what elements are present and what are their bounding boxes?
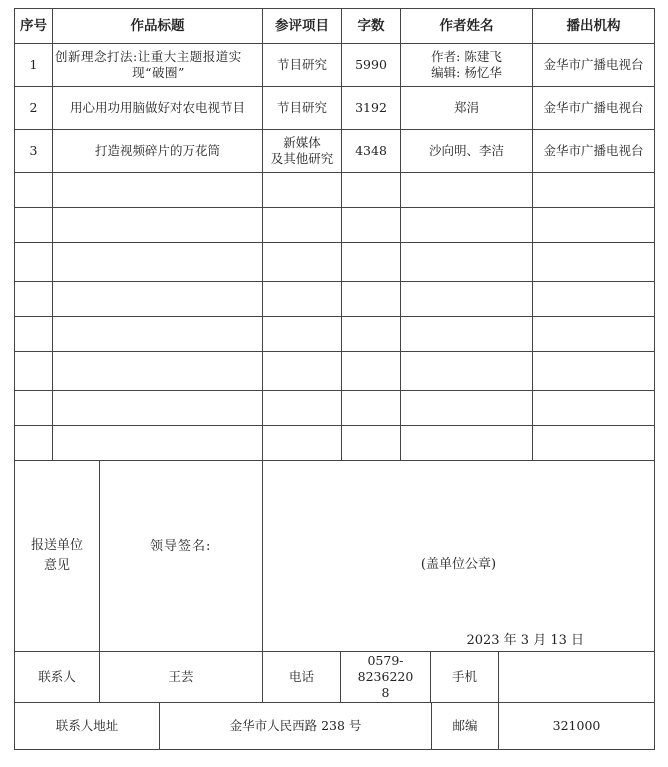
empty-cell[interactable] <box>53 391 263 426</box>
empty-cell[interactable] <box>53 352 263 391</box>
empty-cell[interactable] <box>401 208 533 243</box>
empty-cell[interactable] <box>342 208 401 243</box>
broadcast-org: 金华市广播电视台 <box>533 87 655 130</box>
empty-cell[interactable] <box>533 391 655 426</box>
empty-cell[interactable] <box>15 282 53 317</box>
empty-cell[interactable] <box>342 391 401 426</box>
header-no: 序号 <box>15 9 53 44</box>
empty-row <box>15 391 655 426</box>
empty-cell[interactable] <box>53 317 263 352</box>
empty-cell[interactable] <box>53 243 263 282</box>
row-number: 2 <box>15 87 53 130</box>
work-title: 打造视频碎片的万花筒 <box>53 130 263 173</box>
opinion-table <box>14 460 655 652</box>
phone-line: 0579-8236220 <box>357 653 414 684</box>
seal-area <box>263 461 655 652</box>
empty-row <box>15 282 655 317</box>
work-title-line: 现“破圈” <box>132 65 185 80</box>
mobile-value[interactable] <box>499 652 655 703</box>
opinion-label-line: 报送单位 <box>30 538 83 553</box>
word-count: 5990 <box>342 44 401 87</box>
mobile-label: 手机 <box>431 652 499 703</box>
empty-cell[interactable] <box>401 391 533 426</box>
phone-line: 8 <box>381 685 390 700</box>
empty-row <box>15 317 655 352</box>
empty-cell[interactable] <box>15 317 53 352</box>
author: 沙向明、李洁 <box>401 130 533 173</box>
empty-cell[interactable] <box>342 426 401 461</box>
empty-cell[interactable] <box>533 352 655 391</box>
category <box>263 130 342 173</box>
empty-cell[interactable] <box>533 208 655 243</box>
opinion-label <box>15 461 100 652</box>
empty-cell[interactable] <box>401 317 533 352</box>
table-row <box>15 130 655 173</box>
empty-cell[interactable] <box>342 282 401 317</box>
empty-cell[interactable] <box>263 352 342 391</box>
empty-cell[interactable] <box>53 282 263 317</box>
category: 节目研究 <box>263 44 342 87</box>
empty-row <box>15 352 655 391</box>
header-words: 字数 <box>342 9 401 44</box>
empty-cell[interactable] <box>401 352 533 391</box>
empty-cell[interactable] <box>15 352 53 391</box>
empty-cell[interactable] <box>342 352 401 391</box>
work-title: 用心用功用脑做好对农电视节目 <box>53 87 263 130</box>
empty-cell[interactable] <box>263 173 342 208</box>
empty-cell[interactable] <box>263 317 342 352</box>
broadcast-org: 金华市广播电视台 <box>533 130 655 173</box>
empty-cell[interactable] <box>15 391 53 426</box>
works-table <box>14 8 655 461</box>
application-form <box>14 8 654 750</box>
table-row <box>15 87 655 130</box>
table-row <box>15 44 655 87</box>
empty-cell[interactable] <box>53 208 263 243</box>
empty-cell[interactable] <box>533 426 655 461</box>
empty-cell[interactable] <box>15 173 53 208</box>
author: 郑涓 <box>401 87 533 130</box>
empty-cell[interactable] <box>263 243 342 282</box>
empty-cell[interactable] <box>15 208 53 243</box>
header-category: 参评项目 <box>263 9 342 44</box>
empty-cell[interactable] <box>533 243 655 282</box>
empty-cell[interactable] <box>15 426 53 461</box>
author <box>401 44 533 87</box>
empty-cell[interactable] <box>263 391 342 426</box>
header-org: 播出机构 <box>533 9 655 44</box>
contact-person-value[interactable]: 王芸 <box>100 652 263 703</box>
date-text: 2023 年 3 月 13 日 <box>466 633 584 648</box>
empty-cell[interactable] <box>401 173 533 208</box>
empty-cell[interactable] <box>401 282 533 317</box>
work-title-line: 创新理念打法:让重大主题报道实 <box>55 49 242 64</box>
category-line: 及其他研究 <box>270 151 334 166</box>
empty-cell[interactable] <box>263 426 342 461</box>
leader-signature-label: 领导签名: <box>150 539 212 554</box>
empty-cell[interactable] <box>401 426 533 461</box>
empty-cell[interactable] <box>263 208 342 243</box>
empty-cell[interactable] <box>342 173 401 208</box>
empty-row <box>15 208 655 243</box>
header-author: 作者姓名 <box>401 9 533 44</box>
empty-cell[interactable] <box>263 282 342 317</box>
category-line: 新媒体 <box>283 135 321 150</box>
leader-signature-field[interactable] <box>100 461 263 652</box>
zip-value[interactable]: 321000 <box>499 703 655 750</box>
empty-cell[interactable] <box>533 317 655 352</box>
seal-text: (盖单位公章) <box>420 557 497 572</box>
work-title <box>53 44 263 87</box>
author-line: 作者: 陈建飞 <box>431 49 502 64</box>
empty-cell[interactable] <box>342 243 401 282</box>
address-value[interactable]: 金华市人民西路 238 号 <box>160 703 432 750</box>
empty-cell[interactable] <box>401 243 533 282</box>
address-label: 联系人地址 <box>15 703 160 750</box>
empty-cell[interactable] <box>53 426 263 461</box>
empty-cell[interactable] <box>15 243 53 282</box>
phone-label: 电话 <box>263 652 341 703</box>
row-number: 3 <box>15 130 53 173</box>
empty-row <box>15 243 655 282</box>
category: 节目研究 <box>263 87 342 130</box>
contact-table <box>14 651 655 703</box>
opinion-label-line: 意见 <box>43 558 70 573</box>
header-row <box>15 9 655 44</box>
empty-cell[interactable] <box>533 173 655 208</box>
empty-cell[interactable] <box>533 282 655 317</box>
empty-row <box>15 426 655 461</box>
empty-row <box>15 173 655 208</box>
header-title: 作品标题 <box>53 9 263 44</box>
contact-person-label: 联系人 <box>15 652 100 703</box>
row-number: 1 <box>15 44 53 87</box>
address-table <box>14 702 655 750</box>
empty-cell[interactable] <box>53 173 263 208</box>
word-count: 4348 <box>342 130 401 173</box>
phone-value[interactable] <box>341 652 431 703</box>
broadcast-org: 金华市广播电视台 <box>533 44 655 87</box>
author-line: 编辑: 杨忆华 <box>431 65 502 80</box>
word-count: 3192 <box>342 87 401 130</box>
empty-cell[interactable] <box>342 317 401 352</box>
zip-label: 邮编 <box>432 703 499 750</box>
